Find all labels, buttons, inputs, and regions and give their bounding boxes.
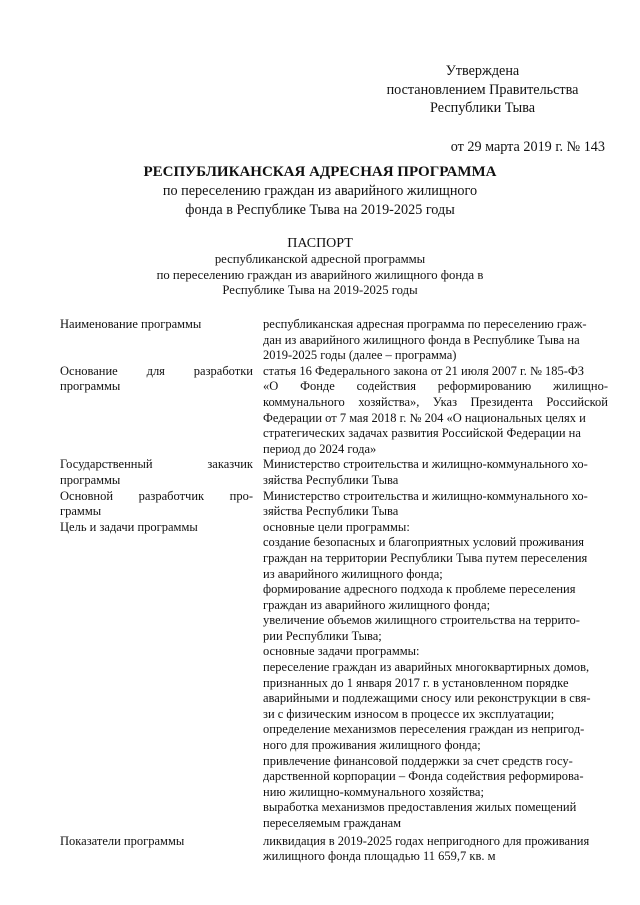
program-title: РЕСПУБЛИКАНСКАЯ АДРЕСНАЯ ПРОГРАММА — [143, 164, 497, 180]
passport-line: республиканской адресной программы — [214, 251, 426, 266]
row-value: статья 16 Федерального закона от 21 июля 2007 г. № 185-ФЗ «О Фонде содействия реформированию жилищно- коммунального хозяйства», Указ Президента Российской Федерации от 7 мая 2018 г. № 204 «О национальных целях и стратегических задачах развития Российской Федерации на период до 2024 года» — [263, 363, 608, 456]
row-value: основные цели программы: создание безопасных и благоприятных условий проживания граждан на территории Республики Тыва путем переселения из аварийного жилищного фонда; формирование адресного подхода к проблеме переселения граждан из аварийного жилищного фонда; увеличение объемов жилищного строительства на террито- рии Республики Тыва; основные задачи программы: переселение граждан из аварийных многоквартирных домов, признанных до 1 января 2017 г. в установленном порядке аварийными и подлежащими сносу или реконструкции в свя- зи с физическим износом в процессе их эксплуатации; определение механизмов переселения граждан из непригод- ного для проживания жилищного фонда; привлечение финансовой поддержки за счет средств госу- дарственной корпорации – Фонда содействия реформирова- нию жилищно-коммунального хозяйства; выработка механизмов предоставления жилых помещений переселяемым гражданам — [263, 519, 591, 830]
row-value: Министерство строительства и жилищно-коммунального хо- зяйства Республики Тыва — [263, 488, 588, 519]
passport-title: ПАСПОРТ — [287, 236, 353, 251]
approval-date: от 29 марта 2019 г. № 143 — [450, 138, 605, 155]
program-title-block — [0, 163, 640, 220]
row-value: Министерство строительства и жилищно-коммунального хо- зяйства Республики Тыва — [263, 457, 588, 487]
row-label: Цель и задачи программы — [60, 519, 198, 534]
row-label: Основание для разработки программы — [60, 363, 253, 394]
table-row — [60, 317, 608, 364]
program-subtitle-line: по переселению граждан из аварийного жилищного — [162, 183, 478, 199]
row-label: Наименование программы — [60, 317, 202, 331]
passport-line: по переселению граждан из аварийного жилищного фонда в — [156, 267, 484, 282]
table-row — [60, 489, 608, 520]
table-row — [60, 834, 608, 865]
row-label: Основной разработчик про- граммы — [60, 488, 253, 519]
program-subtitle-line: фонда в Республике Тыва на 2019-2025 годы — [185, 202, 455, 218]
approval-line: Республики Тыва — [429, 100, 536, 116]
approval-line: постановлением Правительства — [386, 81, 579, 98]
passport-line: Республике Тыва на 2019-2025 годы — [222, 283, 418, 298]
passport-heading — [0, 236, 640, 299]
approval-line: Утверждена — [445, 63, 520, 79]
row-label: Государственный заказчик программы — [60, 457, 253, 487]
table-row — [60, 364, 608, 458]
table-row — [60, 457, 608, 488]
row-label: Показатели программы — [60, 833, 185, 848]
table-row — [60, 520, 608, 832]
approval-block — [360, 62, 605, 156]
passport-table — [60, 317, 608, 865]
row-value: ликвидация в 2019-2025 годах непригодного для проживания жилищного фонда площадью 11 659,7 кв. м — [263, 833, 590, 864]
row-value: республиканская адресная программа по переселению граж- дан из аварийного жилищного фонда в Республике Тыва на 2019-2025 годы (далее – программа) — [263, 317, 587, 363]
